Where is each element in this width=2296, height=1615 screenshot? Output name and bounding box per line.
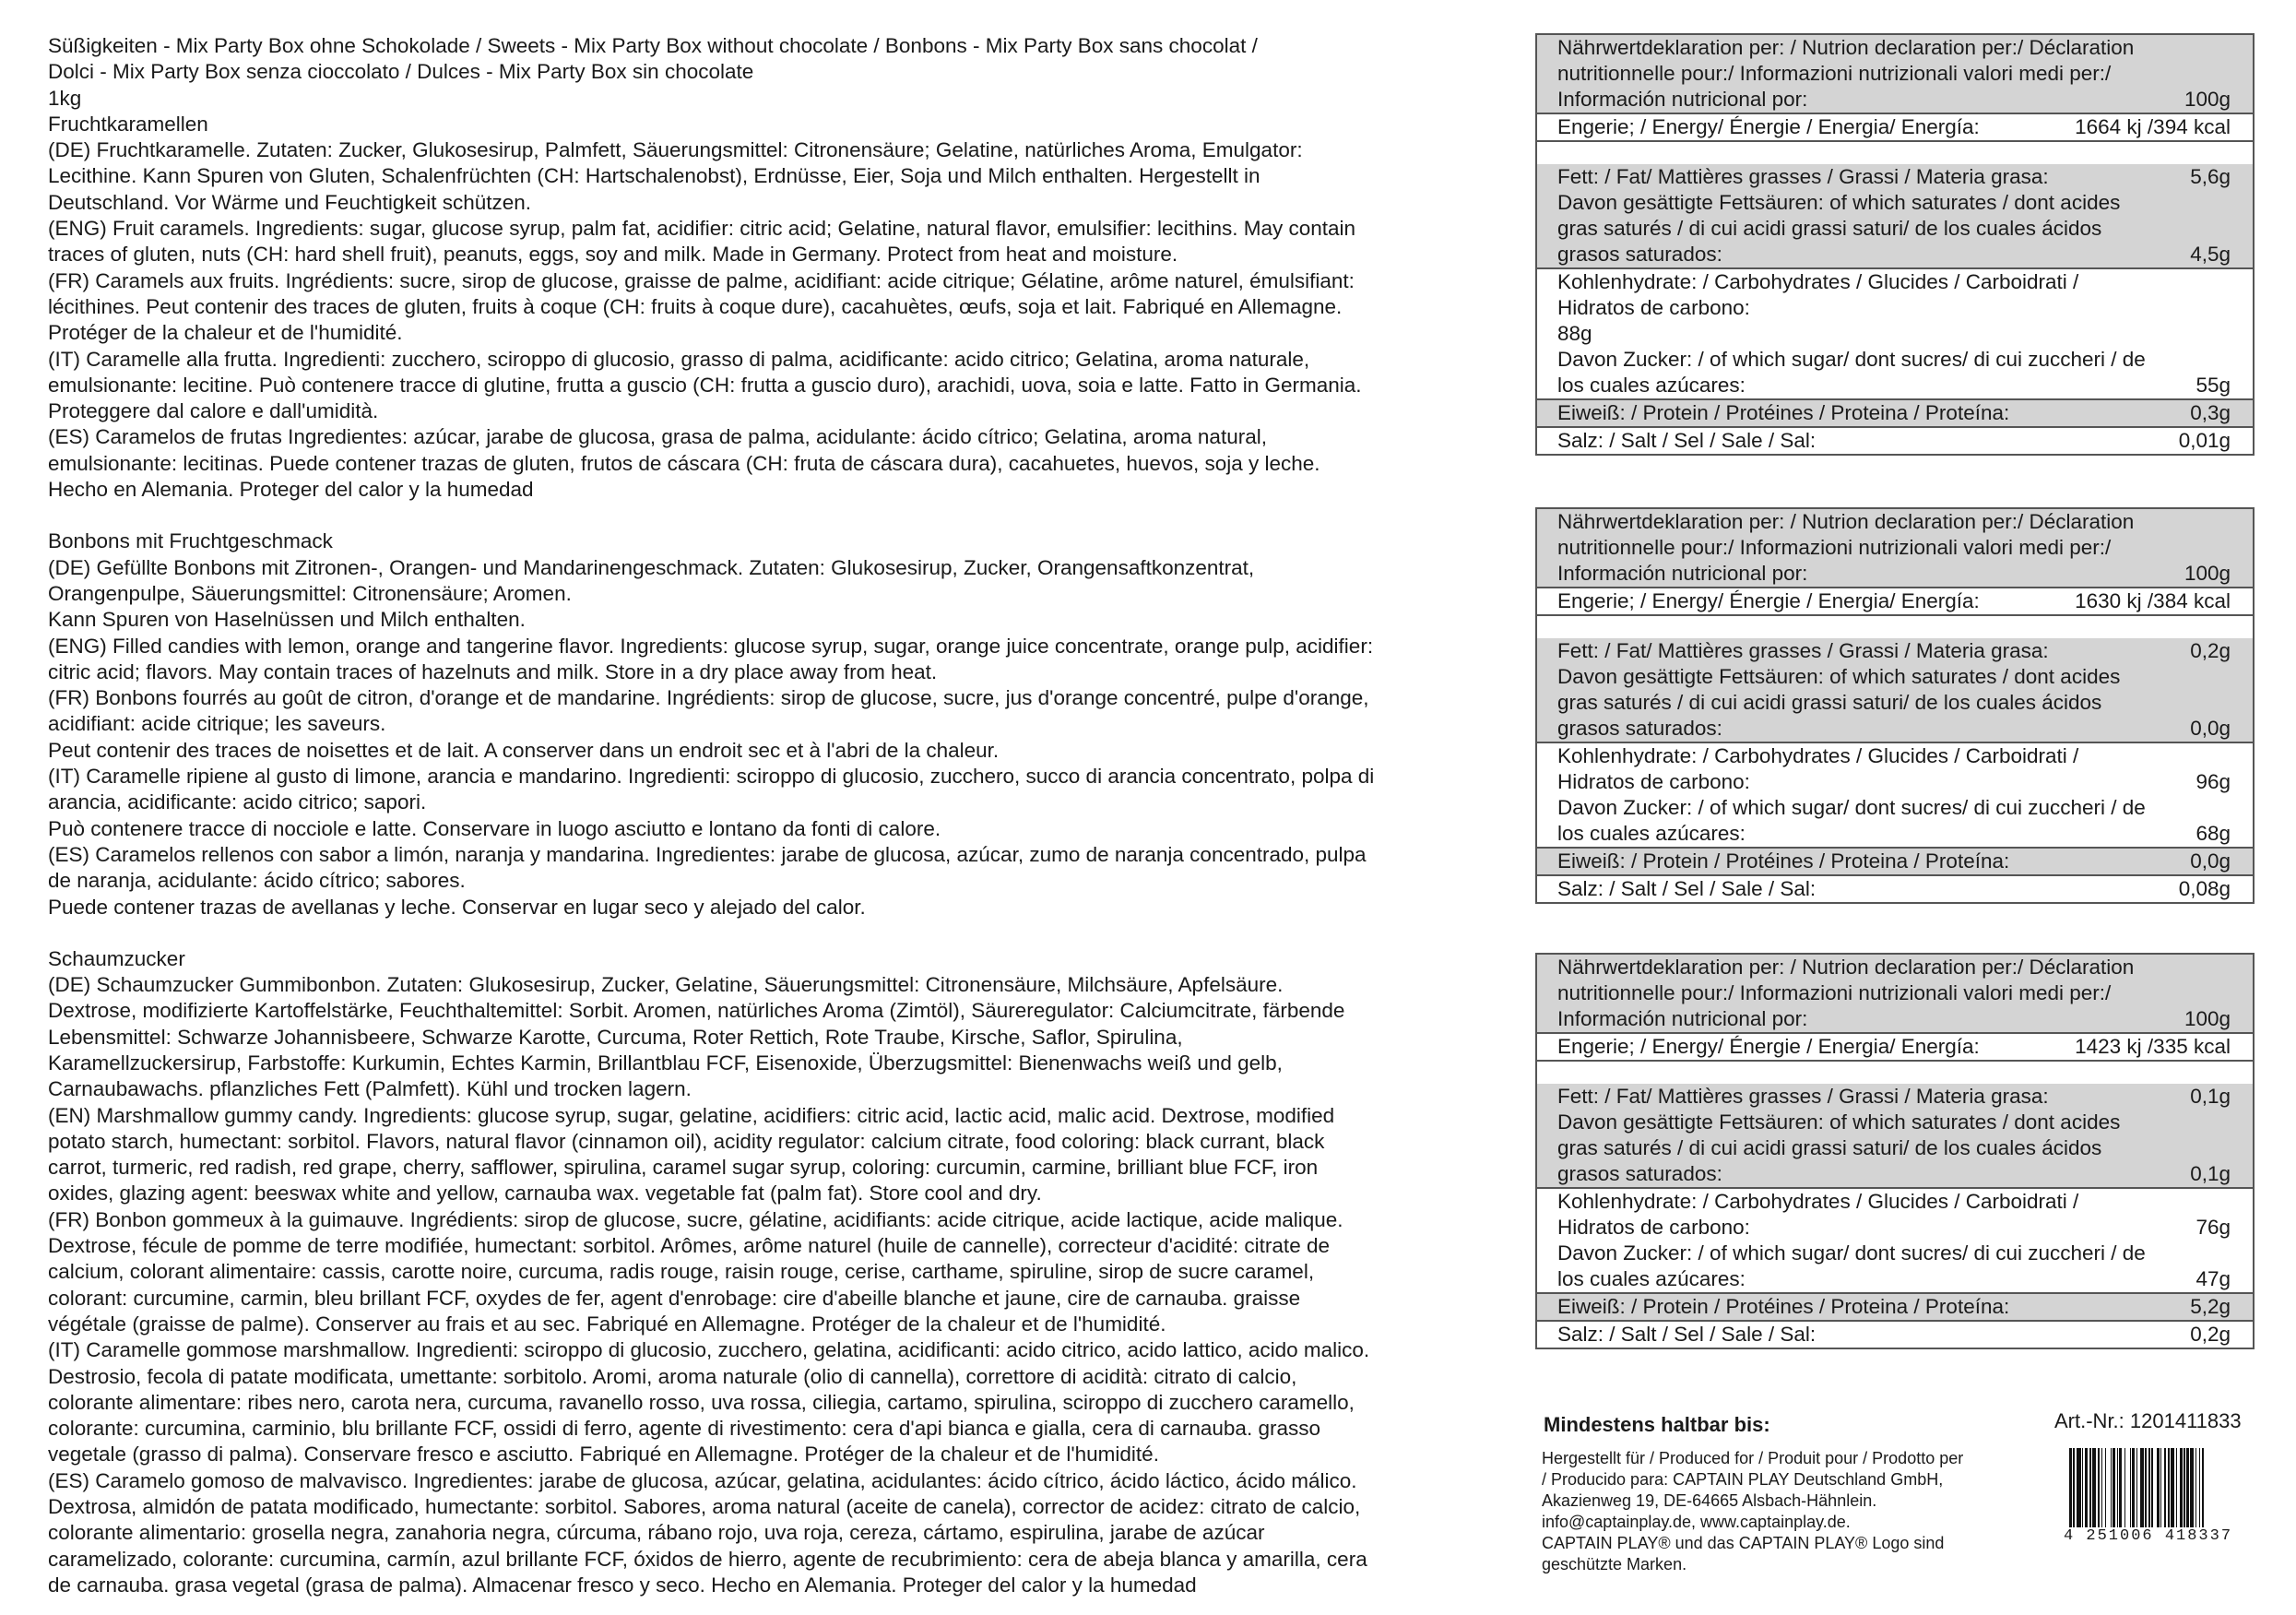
section-line: (ES) Caramelos rellenos con sabor a limón, naranja y mandarina. Ingredientes: jarabe de glucosa, azúcar, zumo de naranja concentrado, pulpa xyxy=(48,842,1367,866)
salt-value: 0,01g xyxy=(2178,429,2231,452)
per-amount-value: 100g xyxy=(2184,562,2231,585)
section-line: (DE) Schaumzucker Gummibonbon. Zutaten: Glukosesirup, Zucker, Gelatine, Säuerungsmittel: Citronensäure, Milchsäure, Apfelsäure. xyxy=(48,973,1284,997)
per-amount-value: 100g xyxy=(2184,88,2231,111)
producer-line: info@captainplay.de, www.captainplay.de. xyxy=(1542,1513,1851,1531)
section-gap xyxy=(48,920,1523,946)
section-line: (IT) Caramelle ripiene al gusto di limone, arancia e mandarino. Ingredienti: sciroppo di glucosio, zucchero, succo di arancia concentrato, polpa di xyxy=(48,765,1375,789)
salt-value: 0,08g xyxy=(2178,877,2231,900)
section-title: Bonbons mit Fruchtgeschmack xyxy=(48,529,333,553)
section-line: (ES) Caramelos de frutas Ingredientes: azúcar, jarabe de glucosa, grasa de palma, acidulante: ácido cítrico; Gelatina, aroma natural, xyxy=(48,425,1267,449)
salt-row xyxy=(1537,874,2253,902)
salt xyxy=(1557,876,2231,902)
section-line: Orangenpulpe, Säuerungsmittel: Citronensäure; Aromen. xyxy=(48,581,572,605)
barcode-bars xyxy=(2069,1448,2254,1527)
nutrition-table xyxy=(1535,953,2255,1349)
saturates-text: gras saturés / di cui acidi grassi saturi/ de los cuales ácidos xyxy=(1557,1136,2102,1159)
header-text: Nährwertdeklaration per: / Nutrion declaration per:/ Déclaration xyxy=(1557,510,2135,533)
protein-row xyxy=(1537,398,2253,426)
energy xyxy=(1557,1034,2231,1060)
nutrition-header xyxy=(1537,35,2253,113)
protein-label: Eiweiß: / Protein / Protéines / Proteina / Proteína: xyxy=(1557,401,2010,424)
nutrition-table xyxy=(1535,507,2255,904)
producer-line: / Producido para: CAPTAIN PLAY Deutschland GmbH, xyxy=(1542,1470,1944,1489)
energy-row xyxy=(1537,1032,2253,1060)
table-spacer xyxy=(1537,614,2253,638)
product-section xyxy=(48,112,1523,503)
section-line: lécithines. Peut contenir des traces de gluten, fruits à coque (CH: fruits à coque dure), cacahuètes, œufs, soja et lait. Fabriqué en Allemagne. xyxy=(48,294,1343,318)
section-line: calcium, colorant alimentaire: cassis, carotte noire, curcuma, radis rouge, raisin rouge, cerise, carthame, spiruline, sirop de sucre caramel, xyxy=(48,1260,1315,1284)
section-line: emulsionante: lecitine. Può contenere tracce di glutine, frutta a guscio (CH: frutta a guscio duro), arachidi, uova, soia e latte. Fatto in Germania. xyxy=(48,373,1362,397)
fat-value: 0,1g xyxy=(2190,1085,2231,1108)
section-gap xyxy=(48,503,1523,528)
section-line: citric acid; flavors. May contain traces of hazelnuts and milk. Store in a dry place away from heat. xyxy=(48,659,938,683)
header-line: Süßigkeiten - Mix Party Box ohne Schokolade / Sweets - Mix Party Box without chocolate / Bonbons - Mix Party Box sans chocolat / xyxy=(48,34,1258,57)
carbohydrate xyxy=(1557,769,2231,795)
protein-row xyxy=(1537,847,2253,874)
section-line: (ENG) Filled candies with lemon, orange and tangerine flavor. Ingredients: glucose syrup, sugar, orange juice concentrate, orange pulp, acidifier: xyxy=(48,634,1374,658)
section-line: Dextrosa, almidón de patata modificado, humectante: sorbitol. Sabores, aroma natural (aceite de canela), corrector de acidez: citrato de calcio, xyxy=(48,1495,1361,1519)
section-line: végétale (graisse de palme). Conserver au frais et au sec. Fabriqué en Allemagne. Protéger de la chaleur et de l'humidité. xyxy=(48,1312,1166,1336)
article-number: Art.-Nr.: 1201411833 xyxy=(2054,1409,2242,1432)
header-line: Dolci - Mix Party Box senza cioccolato / Dulces - Mix Party Box sin chocolate xyxy=(48,60,754,84)
per-amount-value: 100g xyxy=(2184,1007,2231,1030)
sugar-label: los cuales azúcares: xyxy=(1557,1267,1746,1290)
nutrition-table xyxy=(1535,33,2255,456)
fat-label: Fett: / Fat/ Mattières grasses / Grassi / Materia grasa: xyxy=(1557,639,2049,662)
section-line: (DE) Gefüllte Bonbons mit Zitronen-, Orangen- und Mandarinengeschmack. Zutaten: Glukosesirup, Zucker, Orangensaftkonzentrat, xyxy=(48,555,1255,579)
carbohydrate-text: Kohlenhydrate: / Carbohydrates / Glucides / Carboidrati / xyxy=(1557,270,2079,293)
barcode xyxy=(2062,1448,2257,1550)
energy-label: Engerie; / Energy/ Énergie / Energia/ Energía: xyxy=(1557,1035,1980,1058)
sugar-text: Davon Zucker: / of which sugar/ dont sucres/ di cui zuccheri / de xyxy=(1557,348,2146,371)
section-line: emulsionante: lecitinas. Puede contener trazas de gluten, frutos de cáscara (CH: fruta de cáscara dura), cacahuetes, huevos, soja y leche. xyxy=(48,451,1320,475)
fat-label: Fett: / Fat/ Mattières grasses / Grassi / Materia grasa: xyxy=(1557,1085,2049,1108)
saturates-label: grasos saturados: xyxy=(1557,717,1722,740)
table-spacer xyxy=(1537,140,2253,164)
section-line: caramelizado, colorante: curcumina, carmín, azul brillante FCF, óxidos de hierro, agente de recubrimiento: cera de abeja blanca y amarilla, cera xyxy=(48,1547,1367,1571)
protein-label: Eiweiß: / Protein / Protéines / Proteina / Proteína: xyxy=(1557,1295,2010,1318)
fat xyxy=(1557,164,2231,190)
carbohydrate-row xyxy=(1537,742,2253,847)
protein xyxy=(1557,1294,2231,1320)
energy-label: Engerie; / Energy/ Énergie / Energia/ Energía: xyxy=(1557,589,1980,612)
table-spacer xyxy=(1537,1060,2253,1084)
section-line: oxides, glazing agent: beeswax white and yellow, carnauba wax. vegetable fat (palm fat). Store cool and dry. xyxy=(48,1182,1042,1205)
section-title: Schaumzucker xyxy=(48,946,185,970)
saturates xyxy=(1557,242,2231,267)
sugar xyxy=(1557,373,2231,398)
per-amount-label: Información nutricional por: xyxy=(1557,562,1808,585)
sugar-label: los cuales azúcares: xyxy=(1557,374,1746,397)
section-line: Puede contener trazas de avellanas y leche. Conservar en lugar seco y alejado del calor. xyxy=(48,895,866,919)
fat xyxy=(1557,638,2231,664)
protein-value: 0,0g xyxy=(2190,849,2231,873)
section-line: Kann Spuren von Haselnüssen und Milch enthalten. xyxy=(48,608,526,632)
section-line: traces of gluten, nuts (CH: hard shell fruit), peanuts, eggs, soy and milk. Made in Germany. Protect from heat and moisture. xyxy=(48,243,1178,267)
producer-line: Hergestellt für / Produced for / Produit pour / Prodotto per xyxy=(1542,1449,1964,1467)
fat-row xyxy=(1537,1084,2253,1187)
salt-label: Salz: / Salt / Sel / Sale / Sal: xyxy=(1557,877,1817,900)
protein-value: 0,3g xyxy=(2190,401,2231,424)
protein xyxy=(1557,849,2231,874)
carbohydrate-value: 76g xyxy=(2195,1216,2231,1239)
section-line: Proteggere dal calore e dall'umidità. xyxy=(48,399,379,423)
saturates-value: 0,0g xyxy=(2190,717,2231,740)
section-line: Karamellzuckersirup, Farbstoffe: Kurkumin, Echtes Karmin, Brillantblau FCF, Eisenoxide, Überzugsmittel: Bienenwachs weiß und gelb, xyxy=(48,1051,1283,1075)
section-line: (ENG) Fruit caramels. Ingredients: sugar, glucose syrup, palm fat, acidifier: citric acid; Gelatine, natural flavor, emulsifier: lecithins. May contain xyxy=(48,217,1356,241)
section-line: colorante alimentario: grosella negra, zanahoria negra, cúrcuma, rábano rojo, uva roja, cereza, cártamo, espirulina, jarabe de azúcar xyxy=(48,1521,1265,1545)
sugar xyxy=(1557,821,2231,847)
salt-label: Salz: / Salt / Sel / Sale / Sal: xyxy=(1557,429,1817,452)
section-line: (ES) Caramelo gomoso de malvavisco. Ingredientes: jarabe de glucosa, azúcar, gelatina, acidulantes: ácido cítrico, ácido láctico, ácido málico. xyxy=(48,1468,1357,1492)
salt-row xyxy=(1537,426,2253,454)
header-text: nutritionnelle pour:/ Informazioni nutrizionali valori medi per:/ xyxy=(1557,62,2112,85)
salt-row xyxy=(1537,1320,2253,1348)
saturates-value: 4,5g xyxy=(2190,243,2231,266)
section-line: Destrosio, fecola di patate modificata, umettante: sorbitolo. Aromi, aroma naturale (olio di cannella), correttore di acidità: citrato di calcio, xyxy=(48,1364,1297,1388)
salt xyxy=(1557,1322,2231,1348)
sugar-value: 68g xyxy=(2195,822,2231,845)
section-line: Protéger de la chaleur et de l'humidité. xyxy=(48,321,403,345)
carbohydrate-value: 96g xyxy=(2195,770,2231,793)
protein-row xyxy=(1537,1292,2253,1320)
saturates xyxy=(1557,716,2231,742)
section-line: colorante: curcumina, carminio, blu brillante FCF, ossidi di ferro, agente di rivestimento: cera d'api bianca e gialla, cera di carnauba. grasso xyxy=(48,1417,1320,1441)
section-line: Dextrose, modifizierte Kartoffelstärke, Feuchthaltemittel: Sorbit. Aromen, natürliches Aroma (Zimtöl), Säureregulator: Calciumcitrate, färbende xyxy=(48,999,1345,1023)
sugar-value: 47g xyxy=(2195,1267,2231,1290)
saturates-text: Davon gesättigte Fettsäuren: of which saturates / dont acides xyxy=(1557,1110,2121,1134)
barcode-digits: 4 251006 418337 xyxy=(2064,1527,2233,1545)
saturates-text: Davon gesättigte Fettsäuren: of which saturates / dont acides xyxy=(1557,665,2121,688)
sugar-text: Davon Zucker: / of which sugar/ dont sucres/ di cui zuccheri / de xyxy=(1557,1241,2146,1265)
energy-value: 1630 kj /384 kcal xyxy=(2075,589,2231,612)
header-line: 1kg xyxy=(48,86,82,110)
saturates-text: gras saturés / di cui acidi grassi saturi/ de los cuales ácidos xyxy=(1557,217,2102,240)
barcode-bar xyxy=(2204,1448,2205,1527)
section-line: arancia, acidificante: acido citrico; sapori. xyxy=(48,790,427,814)
section-line: Lecithine. Kann Spuren von Gluten, Schalenfrüchten (CH: Hartschalenobst), Erdnüsse, Eier, Soja und Milch enthalten. Hergestellt in xyxy=(48,164,1260,188)
energy-row xyxy=(1537,587,2253,614)
energy-value: 1664 kj /394 kcal xyxy=(2075,115,2231,138)
nutrition-header xyxy=(1537,955,2253,1032)
section-line: Peut contenir des traces de noisettes et de lait. A conserver dans un endroit sec et à l'abri de la chaleur. xyxy=(48,738,1000,762)
fat-value: 0,2g xyxy=(2190,639,2231,662)
carbohydrate-label: Hidratos de carbono: xyxy=(1557,1216,1750,1239)
header-text: nutritionnelle pour:/ Informazioni nutrizionali valori medi per:/ xyxy=(1557,981,2112,1004)
section-line: Può contenere tracce di nocciole e latte. Conservare in luogo asciutto e lontano da fonti di calore. xyxy=(48,816,941,840)
carbohydrate-label: Hidratos de carbono: xyxy=(1557,770,1750,793)
section-line: de naranja, acidulante: ácido cítrico; sabores. xyxy=(48,869,466,893)
energy-value: 1423 kj /335 kcal xyxy=(2075,1035,2231,1058)
section-line: (FR) Caramels aux fruits. Ingrédients: sucre, sirop de glucose, graisse de palme, acidifiant: acide citrique; Gélatine, arôme naturel, émulsifiant: xyxy=(48,268,1355,292)
saturates xyxy=(1557,1161,2231,1187)
section-line: (FR) Bonbon gommeux à la guimauve. Ingrédients: sirop de glucose, sucre, gélatine, acidifiants: acide citrique, acide lactique, acide malique. xyxy=(48,1207,1343,1231)
section-line: potato starch, humectant: sorbitol. Flavors, natural flavor (cinnamon oil), acidity regulator: calcium citrate, food coloring: black currant, black xyxy=(48,1129,1325,1153)
section-line: (EN) Marshmallow gummy candy. Ingredients: glucose syrup, sugar, gelatine, acidifiers: citric acid, lactic acid, malic acid. Dextrose, modified xyxy=(48,1103,1335,1127)
carbohydrate-text: 88g xyxy=(1557,322,1592,345)
producer-line: CAPTAIN PLAY® und das CAPTAIN PLAY® Logo sind xyxy=(1542,1534,1945,1552)
sugar-value: 55g xyxy=(2195,374,2231,397)
carbohydrate xyxy=(1557,1215,2231,1241)
section-line: Hecho en Alemania. Proteger del calor y la humedad xyxy=(48,478,534,502)
per-amount xyxy=(1557,561,2231,587)
fat-row xyxy=(1537,638,2253,742)
protein-label: Eiweiß: / Protein / Protéines / Proteina / Proteína: xyxy=(1557,849,2010,873)
best-before-label: Mindestens haltbar bis: xyxy=(1544,1413,1770,1436)
header-text: Nährwertdeklaration per: / Nutrion declaration per:/ Déclaration xyxy=(1557,956,2135,979)
energy xyxy=(1557,588,2231,614)
section-line: Carnaubawachs. pflanzliches Fett (Palmfett). Kühl und trocken lagern. xyxy=(48,1077,692,1101)
fat-label: Fett: / Fat/ Mattières grasses / Grassi / Materia grasa: xyxy=(1557,165,2049,188)
section-line: (IT) Caramelle gommose marshmallow. Ingredienti: sciroppo di glucosio, zucchero, gelatina, acidificanti: acido citrico, acido lattico, acido malico. xyxy=(48,1338,1370,1362)
header-text: Nährwertdeklaration per: / Nutrion declaration per:/ Déclaration xyxy=(1557,36,2135,59)
sugar-text: Davon Zucker: / of which sugar/ dont sucres/ di cui zuccheri / de xyxy=(1557,796,2146,819)
ingredients-text xyxy=(48,33,1523,1598)
energy xyxy=(1557,114,2231,140)
producer-line: geschützte Marken. xyxy=(1542,1555,1687,1573)
per-amount xyxy=(1557,1006,2231,1032)
section-line: vegetale (grasso di palma). Conservare fresco e asciutto. Fabriqué en Allemagne. Protéger de la chaleur et de l'humidité. xyxy=(48,1443,1159,1467)
section-line: de carnauba. grasa vegetal (grasa de palma). Almacenar fresco y seco. Hecho en Alemania. Proteger del calor y la humedad xyxy=(48,1573,1197,1597)
section-line: colorant: curcumine, carmin, bleu brillant FCF, oxydes de fer, agent d'enrobage: cire d'abeille blanche et jaune, cire de carnauba. graisse xyxy=(48,1286,1301,1310)
per-amount xyxy=(1557,87,2231,113)
saturates-label: grasos saturados: xyxy=(1557,1162,1722,1185)
section-line: acidifiant: acide citrique; les saveurs. xyxy=(48,712,386,736)
sugar xyxy=(1557,1266,2231,1292)
saturates-text: Davon gesättigte Fettsäuren: of which saturates / dont acides xyxy=(1557,191,2121,214)
section-line: (IT) Caramelle alla frutta. Ingredienti: zucchero, sciroppo di glucosio, grasso di palma, acidificante: acido citrico; Gelatina, aroma naturale, xyxy=(48,347,1310,371)
fat-value: 5,6g xyxy=(2190,165,2231,188)
section-line: Lebensmittel: Schwarze Johannisbeere, Schwarze Karotte, Curcuma, Roter Rettich, Rote Traube, Kirsche, Saflor, Spirulina, xyxy=(48,1025,1183,1049)
product-section xyxy=(48,528,1523,920)
carbohydrate-row xyxy=(1537,267,2253,398)
carbohydrate-row xyxy=(1537,1187,2253,1292)
carbohydrate-text: Hidratos de carbono: xyxy=(1557,296,1750,319)
header-text: nutritionnelle pour:/ Informazioni nutrizionali valori medi per:/ xyxy=(1557,536,2112,559)
section-line: carrot, turmeric, red radish, red grape, cherry, safflower, spirulina, caramel sugar syrup, coloring: curcumin, carmine, brilliant blue FCF, iron xyxy=(48,1156,1319,1180)
product-section xyxy=(48,946,1523,1598)
fat xyxy=(1557,1084,2231,1110)
section-line: colorante alimentare: ribes nero, carota nera, curcuma, ravanello rosso, uva rossa, ciliegia, cartamo, spirulina, sciroppo di zucchero caramello, xyxy=(48,1390,1355,1414)
saturates-label: grasos saturados: xyxy=(1557,243,1722,266)
section-title: Fruchtkaramellen xyxy=(48,112,208,136)
salt-value: 0,2g xyxy=(2190,1323,2231,1346)
saturates-value: 0,1g xyxy=(2190,1162,2231,1185)
nutrition-header xyxy=(1537,509,2253,587)
energy-label: Engerie; / Energy/ Énergie / Energia/ Energía: xyxy=(1557,115,1980,138)
carbohydrate-text: Kohlenhydrate: / Carbohydrates / Glucides / Carboidrati / xyxy=(1557,744,2079,767)
salt xyxy=(1557,428,2231,454)
protein-value: 5,2g xyxy=(2190,1295,2231,1318)
section-line: Dextrose, fécule de pomme de terre modifiée, humectant: sorbitol. Arômes, arôme naturel (huile de cannelle), correcteur d'acidité: citrate de xyxy=(48,1234,1330,1258)
protein xyxy=(1557,400,2231,426)
section-line: Deutschland. Vor Wärme und Feuchtigkeit schützen. xyxy=(48,190,532,214)
per-amount-label: Información nutricional por: xyxy=(1557,1007,1808,1030)
carbohydrate-text: Kohlenhydrate: / Carbohydrates / Glucides / Carboidrati / xyxy=(1557,1190,2079,1213)
section-line: (DE) Fruchtkaramelle. Zutaten: Zucker, Glukosesirup, Palmfett, Säuerungsmittel: Citronensäure; Gelatine, natürliches Aroma, Emulgator: xyxy=(48,138,1303,162)
saturates-text: gras saturés / di cui acidi grassi saturi/ de los cuales ácidos xyxy=(1557,691,2102,714)
per-amount-label: Información nutricional por: xyxy=(1557,88,1808,111)
section-line: (FR) Bonbons fourrés au goût de citron, d'orange et de mandarine. Ingrédients: sirop de glucose, sucre, jus d'orange concentré, pulpe d'orange, xyxy=(48,686,1369,710)
energy-row xyxy=(1537,113,2253,140)
sugar-label: los cuales azúcares: xyxy=(1557,822,1746,845)
producer-line: Akazienweg 19, DE-64665 Alsbach-Hähnlein. xyxy=(1542,1491,1877,1510)
salt-label: Salz: / Salt / Sel / Sale / Sal: xyxy=(1557,1323,1817,1346)
producer-info xyxy=(1542,1448,2040,1575)
fat-row xyxy=(1537,164,2253,267)
